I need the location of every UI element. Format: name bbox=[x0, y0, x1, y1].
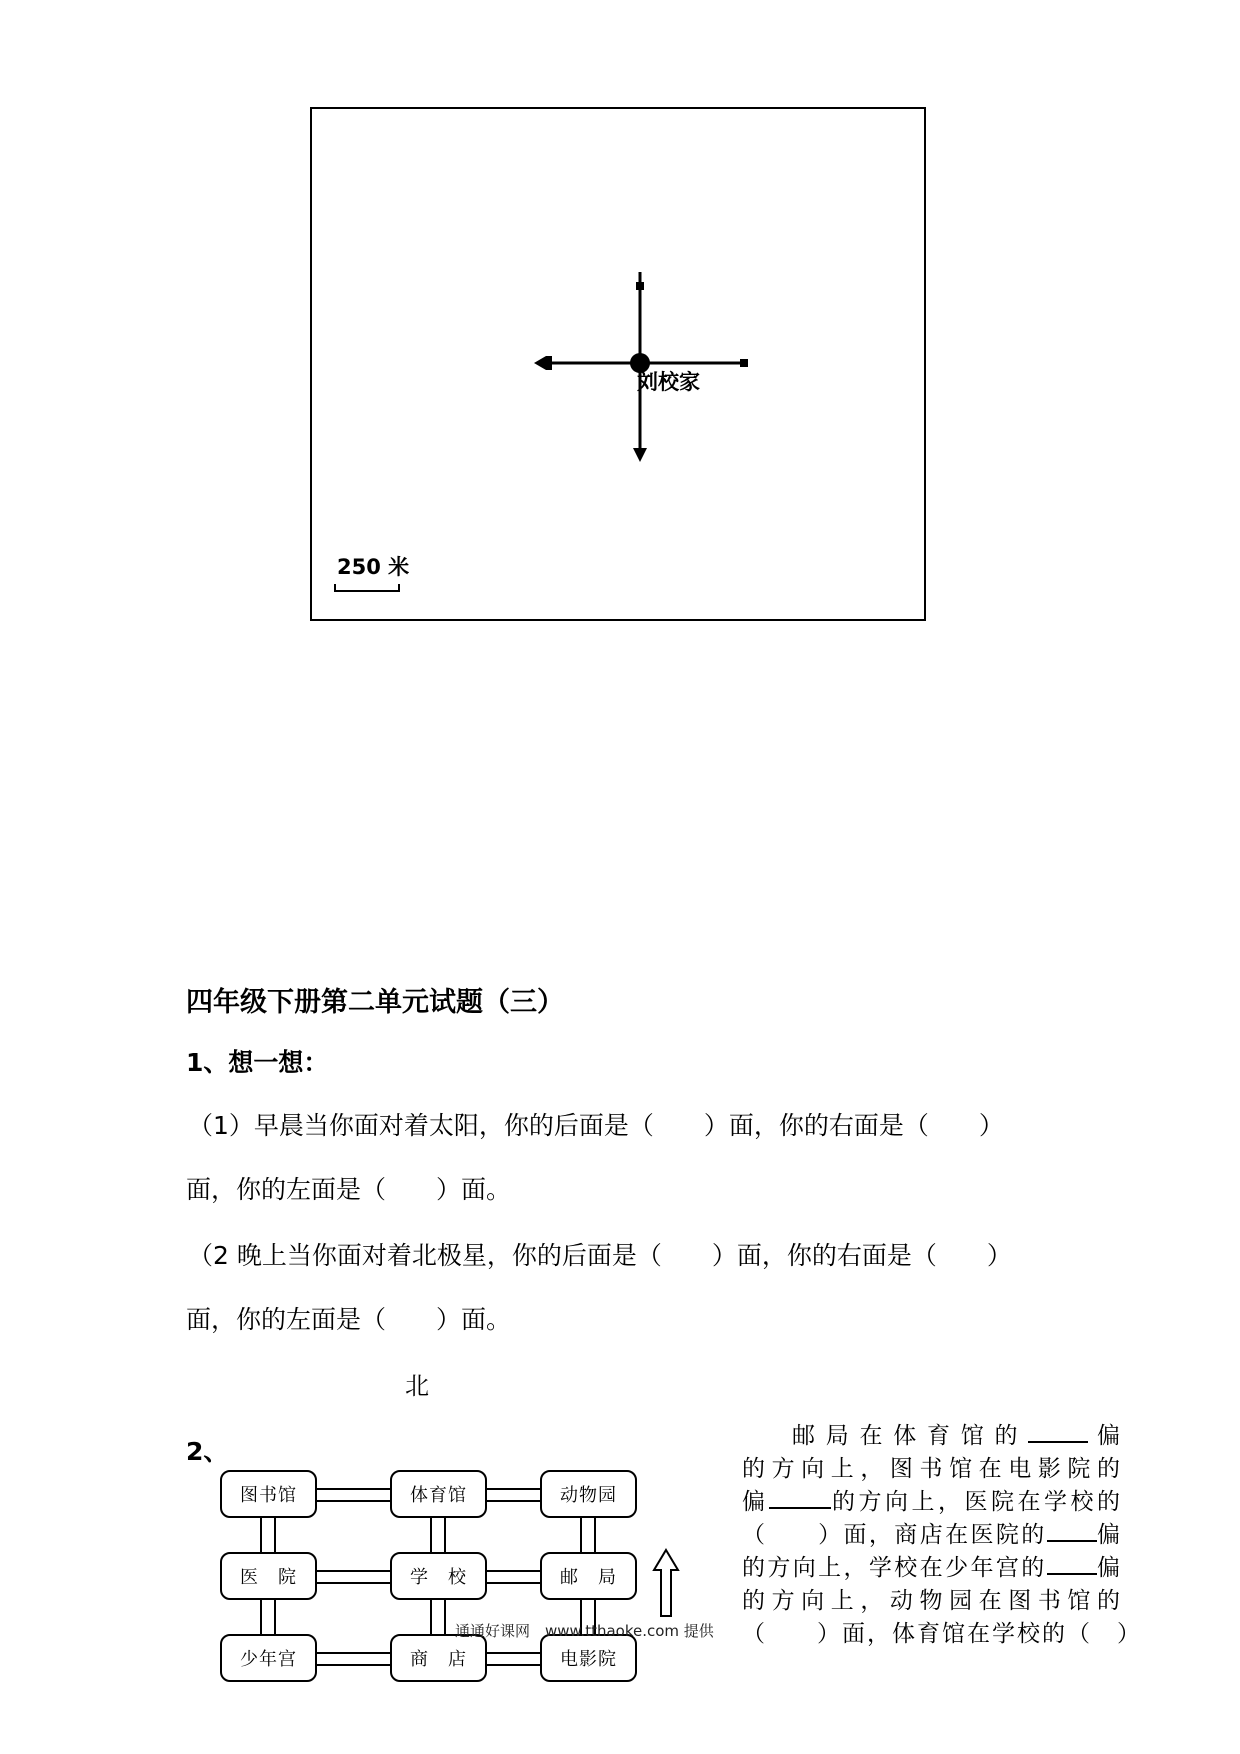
road bbox=[260, 1516, 276, 1552]
text-fragment: 的方向上，图书馆在电影院的 bbox=[742, 1456, 1122, 1482]
scale-bar bbox=[334, 584, 400, 592]
question-1-line: （2 晚上当你面对着北极星，你的后面是（ ）面，你的右面是（ ） bbox=[188, 1241, 1012, 1270]
road bbox=[580, 1516, 596, 1552]
question-2-text bbox=[742, 1420, 1142, 1651]
road bbox=[315, 1652, 394, 1666]
place-hospital: 医 院 bbox=[220, 1552, 317, 1600]
place-youth-palace: 少年宫 bbox=[220, 1634, 317, 1682]
question-1-heading: 1、想一想： bbox=[186, 1048, 329, 1077]
question-1-line: 面，你的左面是（ ）面。 bbox=[186, 1175, 512, 1204]
text-fragment: 偏 bbox=[1096, 1522, 1123, 1548]
home-label: 刘校家 bbox=[637, 370, 700, 394]
road bbox=[315, 1488, 394, 1502]
text-fragment: 偏 bbox=[1088, 1423, 1122, 1449]
place-cinema: 电影院 bbox=[540, 1634, 637, 1682]
text-fragment: 偏 bbox=[742, 1489, 769, 1515]
compass-bottom-arrow bbox=[633, 448, 647, 462]
compass-right-marker bbox=[740, 359, 748, 367]
page-title: 四年级下册第二单元试题（三） bbox=[186, 987, 564, 1018]
place-zoo: 动物园 bbox=[540, 1470, 637, 1518]
answer-blank[interactable] bbox=[1047, 1540, 1097, 1542]
place-shop: 商 店 bbox=[390, 1634, 487, 1682]
road bbox=[430, 1598, 446, 1634]
road bbox=[430, 1516, 446, 1552]
answer-blank[interactable] bbox=[1047, 1573, 1097, 1575]
text-fragment: 偏 bbox=[1096, 1555, 1123, 1581]
text-fragment: （ ）面，体育馆在学校的（ ） bbox=[742, 1621, 1142, 1647]
answer-blank[interactable] bbox=[1028, 1441, 1088, 1443]
question-2-heading: 2、 bbox=[186, 1437, 229, 1466]
north-label: 北 bbox=[405, 1372, 429, 1400]
text-fragment: 的方向上，动物园在图书馆的 bbox=[742, 1588, 1122, 1614]
town-map bbox=[220, 1470, 700, 1700]
place-gym: 体育馆 bbox=[390, 1470, 487, 1518]
road bbox=[260, 1598, 276, 1634]
compass-top-marker bbox=[636, 282, 644, 290]
watermark: 通通好课网 www.tthaoke.com 提供 bbox=[455, 1622, 714, 1640]
question-1-line: 面，你的左面是（ ）面。 bbox=[186, 1305, 512, 1334]
question-1-line: （1）早晨当你面对着太阳，你的后面是（ ）面，你的右面是（ ） bbox=[188, 1111, 1004, 1140]
answer-blank[interactable] bbox=[769, 1507, 831, 1509]
text-fragment: 邮局在体育馆的 bbox=[792, 1423, 1029, 1449]
place-school: 学 校 bbox=[390, 1552, 487, 1600]
text-fragment: （ ）面，商店在医院的 bbox=[742, 1522, 1047, 1548]
text-fragment: 的方向上，医院在学校的 bbox=[830, 1489, 1122, 1515]
scale-label: 250 米 bbox=[337, 555, 410, 579]
compass-left-marker bbox=[534, 356, 552, 370]
place-library: 图书馆 bbox=[220, 1470, 317, 1518]
text-fragment: 的方向上，学校在少年宫的 bbox=[742, 1555, 1047, 1581]
north-arrow-icon bbox=[652, 1548, 680, 1618]
road bbox=[315, 1570, 394, 1584]
place-post-office: 邮 局 bbox=[540, 1552, 637, 1600]
